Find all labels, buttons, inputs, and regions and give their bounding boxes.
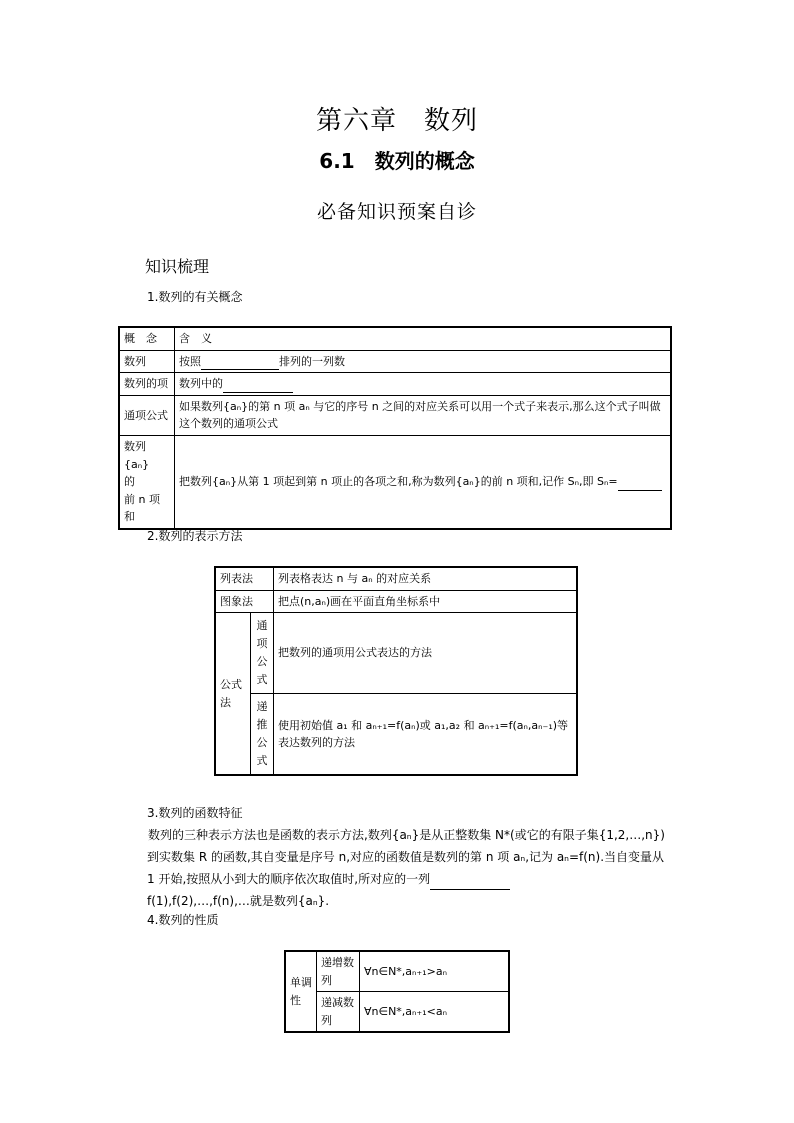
table-row xyxy=(285,951,509,992)
fill-blank xyxy=(201,357,279,370)
section-1-heading: 1.数列的有关概念 xyxy=(147,290,243,304)
section-4-heading: 4.数列的性质 xyxy=(147,913,219,927)
table-cell: 递增数列 xyxy=(317,951,360,992)
cell-line: 前 n 项和 xyxy=(124,492,160,524)
table-row xyxy=(215,694,577,776)
outline-heading: 知识梳理 xyxy=(145,257,210,276)
table-row xyxy=(119,435,671,528)
table-cell: 递减数列 xyxy=(317,992,360,1033)
table-cell: 单调性 xyxy=(285,951,317,1032)
cell-line: 的 xyxy=(124,475,135,489)
table-row xyxy=(119,395,671,435)
chapter-title: 第六章 数列 xyxy=(315,106,478,136)
table-row xyxy=(119,327,671,350)
table-cell: 递推公式 xyxy=(251,694,274,776)
table-header-cell: 含 义 xyxy=(175,327,672,350)
fill-blank xyxy=(430,877,510,890)
fill-blank xyxy=(223,380,293,393)
section-3-paragraph xyxy=(147,824,667,912)
paragraph-text: f(1),f(2),…,f(n),…就是数列{aₙ}. xyxy=(147,894,330,908)
cell-text: 数列中的 xyxy=(179,377,223,391)
table-cell: 数列的项 xyxy=(119,373,175,396)
table-cell xyxy=(175,350,672,373)
table-cell: 把点(n,aₙ)画在平面直角坐标系中 xyxy=(274,590,578,613)
table-cell xyxy=(175,435,672,528)
table-row xyxy=(215,567,577,590)
fill-blank xyxy=(618,478,662,491)
table-header-cell: 概 念 xyxy=(119,327,175,350)
section-3-heading: 3.数列的函数特征 xyxy=(147,806,243,820)
table-cell: 如果数列{aₙ}的第 n 项 aₙ 与它的序号 n 之间的对应关系可以用一个式子来表示,那么这个式子叫做这个数列的通项公式 xyxy=(175,395,672,435)
table-row xyxy=(215,590,577,613)
table-cell: 列表法 xyxy=(215,567,274,590)
table-cell: 通项公式 xyxy=(119,395,175,435)
cell-text: 排列的一列数 xyxy=(279,354,345,368)
section-title: 6.1 数列的概念 xyxy=(319,149,475,173)
table-cell: 公式法 xyxy=(215,613,251,776)
table-row xyxy=(285,992,509,1033)
paragraph-text: 数列的三种表示方法也是函数的表示方法,数列{aₙ}是从正整数集 N*(或它的有限子集{1,2,…,n})到实数集 R 的函数,其自变量是序号 n,对应的函数值是数列的第 n 项 aₙ,记为 aₙ=f(n).当自变量从 1 开始,按照从小到大的顺序依次取值时,所对应的一列 xyxy=(147,828,665,886)
table-cell: 数列 xyxy=(119,350,175,373)
cell-text: 按照 xyxy=(179,354,201,368)
concept-table xyxy=(118,326,672,530)
table-cell: ∀n∈N*,aₙ₊₁<aₙ xyxy=(360,992,510,1033)
table-cell: 使用初始值 a₁ 和 aₙ₊₁=f(aₙ)或 a₁,a₂ 和 aₙ₊₁=f(aₙ,aₙ₋₁)等表达数列的方法 xyxy=(274,694,578,776)
table-cell xyxy=(119,435,175,528)
table-cell: 把数列的通项用公式表达的方法 xyxy=(274,613,578,694)
table-row xyxy=(215,613,577,694)
table-cell: 通项公式 xyxy=(251,613,274,694)
cell-text: 把数列{aₙ}从第 1 项起到第 n 项止的各项之和,称为数列{aₙ}的前 n 项和,记作 Sₙ,即 Sₙ= xyxy=(179,475,618,489)
subtitle: 必备知识预案自诊 xyxy=(316,201,477,223)
cell-line: 数列{aₙ} xyxy=(124,439,150,471)
table-row xyxy=(119,350,671,373)
representation-table xyxy=(214,566,578,776)
section-2-heading: 2.数列的表示方法 xyxy=(147,529,243,543)
table-cell: 图象法 xyxy=(215,590,274,613)
table-cell: ∀n∈N*,aₙ₊₁>aₙ xyxy=(360,951,510,992)
property-table xyxy=(284,950,510,1033)
table-cell xyxy=(175,373,672,396)
table-cell: 列表格表达 n 与 aₙ 的对应关系 xyxy=(274,567,578,590)
table-row xyxy=(119,373,671,396)
